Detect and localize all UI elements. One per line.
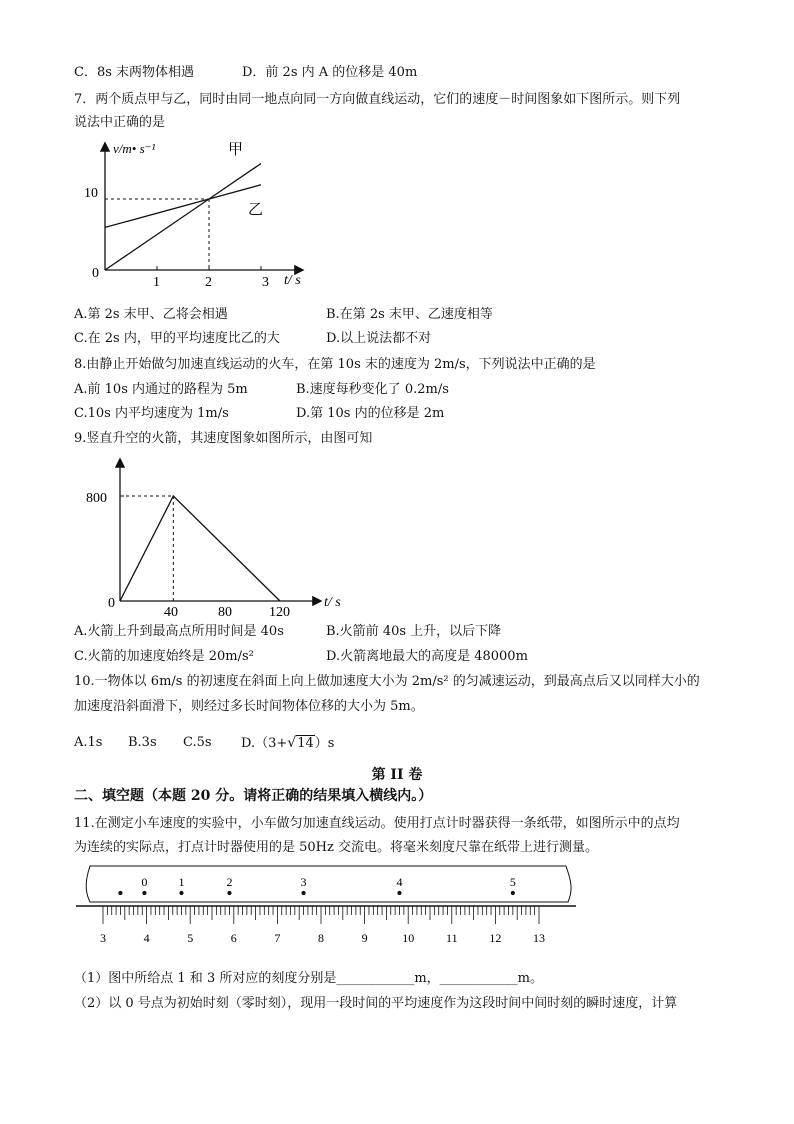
tape-dot <box>511 891 515 895</box>
q10-option-d-post: ）s <box>314 736 335 751</box>
ruler-number-4: 4 <box>143 931 150 945</box>
tape-point-label-2: 2 <box>226 875 233 889</box>
tape-dot <box>142 891 146 895</box>
tape-dot <box>179 891 183 895</box>
q7-stem-line1: 7．两个质点甲与乙，同时由同一地点向同一方向做直线运动，它们的速度－时间图象如下图所示。则下列 <box>74 92 681 107</box>
ruler-number-13: 13 <box>533 931 545 945</box>
ruler-number-11: 11 <box>446 931 458 945</box>
q10-option-d-radicand: 14 <box>297 736 314 751</box>
ruler-number-6: 6 <box>230 931 237 945</box>
q6-option-d: D．前 2s 内 A 的位移是 40m <box>242 65 418 80</box>
q9-xtick-120: 120 <box>269 605 290 618</box>
section-heading: 二、填空题（本题 20 分。请将正确的结果填入横线内。） <box>74 788 433 804</box>
tape-dot <box>301 891 305 895</box>
q7-origin: 0 <box>92 266 99 281</box>
q7-stem-line2: 说法中正确的是 <box>74 115 166 130</box>
q11-stem-line1: 11.在测定小车速度的实验中，小车做匀加速直线运动。使用打点计时器获得一条纸带，如图所示中的点均 <box>74 816 680 831</box>
q7-xtick-1: 1 <box>153 275 160 290</box>
q10-option-c: C.5s <box>183 735 212 750</box>
tape-dot <box>227 891 231 895</box>
paper-tape-ruler <box>76 864 580 954</box>
tape-point-label-0: 0 <box>141 875 148 889</box>
q8-option-a: A.前 10s 内通过的路程为 5m <box>74 382 248 397</box>
ruler-number-5: 5 <box>187 931 194 945</box>
q7-vt-graph <box>80 136 320 296</box>
q7-y-label: v/m• s⁻¹ <box>113 141 156 156</box>
paper-tape <box>86 866 571 902</box>
q8-stem: 8.由静止开始做匀加速直线运动的火车，在第 10s 末的速度为 2m/s，下列说法中正确的是 <box>74 357 596 372</box>
q7-ytick-10: 10 <box>84 186 98 201</box>
q9-ytick-800: 800 <box>86 491 107 506</box>
tape-point-label-3: 3 <box>300 875 307 889</box>
q9-origin: 0 <box>108 596 115 611</box>
tape-dot <box>397 891 401 895</box>
q9-series-rocket-line <box>120 496 280 601</box>
q7-option-c: C.在 2s 内，甲的平均速度比乙的大 <box>74 331 280 346</box>
q10-option-d-pre: D.（3+ <box>241 736 288 751</box>
q7-label-yi: 乙 <box>248 202 264 218</box>
tape-point-label-4: 4 <box>396 875 403 889</box>
q7-xtick-2: 2 <box>205 275 212 290</box>
tape-point-label-1: 1 <box>178 875 185 889</box>
q9-y-label <box>116 452 158 453</box>
q9-stem: 9.竖直升空的火箭，其速度图象如图所示，由图可知 <box>74 431 373 446</box>
ruler-number-3: 3 <box>100 931 106 945</box>
q10-stem-line2: 加速度沿斜面滑下，则经过多长时间物体位移的大小为 5m。 <box>74 699 424 714</box>
ruler-number-8: 8 <box>318 931 324 945</box>
q9-option-d: D.火箭离地最大的高度是 48000m <box>326 649 528 664</box>
section-title: 第 II 卷 <box>371 767 423 783</box>
q9-option-b: B.火箭前 40s 上升，以后下降 <box>326 624 502 639</box>
q10-option-b: B.3s <box>128 735 157 750</box>
ruler-number-7: 7 <box>274 931 281 945</box>
q7-xtick-3: 3 <box>262 275 269 290</box>
tape-point-label-5: 5 <box>509 875 516 889</box>
q6-option-c: C．8s 末两物体相遇 <box>74 65 195 80</box>
q11-sub1: （1）图中所给点 1 和 3 所对应的刻度分别是____________m，____________m。 <box>74 971 543 986</box>
q7-option-d: D.以上说法都不对 <box>326 331 432 346</box>
q7-series-yi-line <box>105 185 264 228</box>
q10-option-d: D.（3+√14）s <box>241 735 335 751</box>
q8-option-c: C.10s 内平均速度为 1m/s <box>74 406 229 421</box>
tape-dot <box>118 891 122 895</box>
q10-stem-line1: 10.一物体以 6m/s 的初速度在斜面上向上做加速度大小为 2m/s² 的匀减速运动，到最高点后又以同样大小的 <box>74 674 700 689</box>
q7-option-a: A.第 2s 末甲、乙将会相遇 <box>74 307 228 322</box>
q8-option-d: D.第 10s 内的位移是 2m <box>296 406 445 421</box>
ruler-number-9: 9 <box>361 931 368 945</box>
q7-option-b: B.在第 2s 末甲、乙速度相等 <box>326 307 493 322</box>
q7-x-label: t/ s <box>284 273 301 288</box>
ruler-number-10: 10 <box>402 931 415 945</box>
q9-xtick-40: 40 <box>164 605 178 618</box>
q9-option-a: A.火箭上升到最高点所用时间是 40s <box>74 624 284 639</box>
q11-stem-line2: 为连续的实际点，打点计时器使用的是 50Hz 交流电。将毫米刻度尺靠在纸带上进行测量。 <box>74 840 598 855</box>
ruler-number-12: 12 <box>489 931 502 945</box>
q8-option-b: B.速度每秒变化了 0.2m/s <box>296 382 449 397</box>
q10-option-a: A.1s <box>74 735 103 750</box>
q9-option-c: C.火箭的加速度始终是 20m/s² <box>74 649 254 664</box>
q9-xtick-80: 80 <box>218 605 232 618</box>
q7-series-jia-line <box>105 164 264 271</box>
q11-sub2: （2）以 0 号点为初始时刻（零时刻），现用一段时间的平均速度作为这段时间中间时刻的瞬时速度，计算 <box>74 996 678 1011</box>
q9-x-label: t/ s <box>324 595 341 610</box>
q7-label-jia: 甲 <box>228 142 244 158</box>
q9-vt-graph <box>80 452 360 618</box>
